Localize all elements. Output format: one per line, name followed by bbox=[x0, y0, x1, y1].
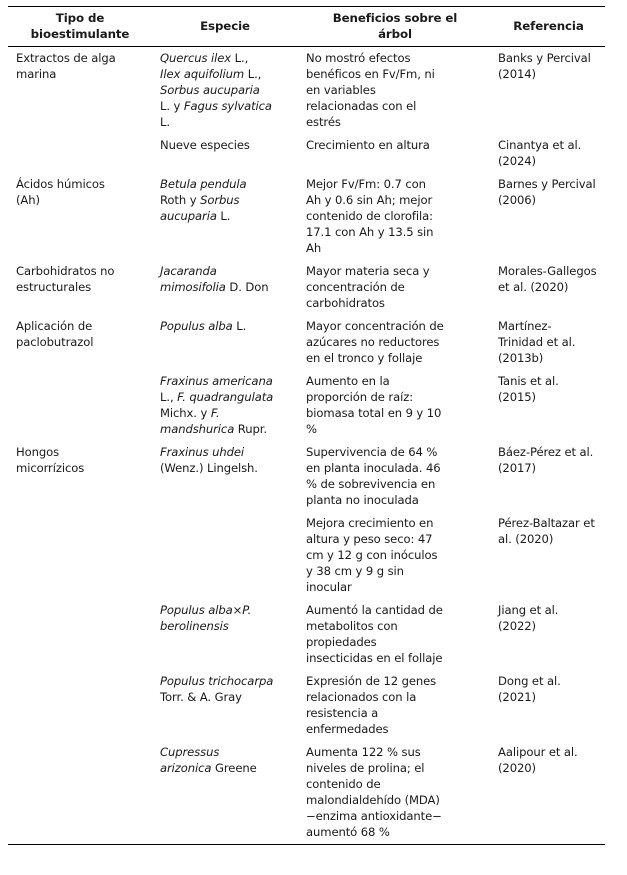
cell-beneficio-line: enfermedades bbox=[306, 722, 389, 736]
bioestimulantes-table bbox=[8, 6, 605, 845]
cell-referencia-line: (2014) bbox=[498, 67, 536, 81]
cell-referencia bbox=[492, 134, 605, 173]
species-text: L. bbox=[160, 115, 170, 129]
cell-beneficio-line: proporción de raíz: bbox=[306, 390, 414, 404]
document-table-container bbox=[8, 6, 605, 845]
cell-beneficio-line: aumentó 68 % bbox=[306, 825, 390, 839]
cell-beneficio-line: Mayor materia seca y bbox=[306, 264, 430, 278]
header-beneficios-line: Beneficios sobre el bbox=[332, 11, 458, 25]
cell-referencia-line: Jiang et al. bbox=[498, 603, 559, 617]
cell-tipo bbox=[8, 260, 152, 315]
species-text: Roth y bbox=[160, 193, 201, 207]
cell-especie bbox=[152, 173, 298, 260]
species-text: L. y bbox=[160, 99, 184, 113]
cell-referencia-line: Aalipour et al. bbox=[498, 745, 578, 759]
cell-referencia bbox=[492, 599, 605, 670]
species-text: Torr. & A. Gray bbox=[160, 690, 242, 704]
cell-tipo-line: Hongos bbox=[16, 445, 60, 459]
cell-beneficio-line: en el tronco y follaje bbox=[306, 351, 423, 365]
cell-especie bbox=[152, 441, 298, 512]
species-name-italic: Sorbus aucuparia bbox=[160, 83, 260, 97]
cell-beneficio-line: malondialdehído (MDA) bbox=[306, 793, 440, 807]
table-row bbox=[8, 315, 605, 370]
cell-referencia-line: al. (2020) bbox=[498, 532, 554, 546]
species-name-italic: F. quadrangulata bbox=[177, 390, 274, 404]
cell-referencia-line: (2021) bbox=[498, 690, 536, 704]
cell-beneficio-line: Crecimiento en altura bbox=[306, 138, 430, 152]
cell-beneficio-line: 17.1 con Ah y 13.5 sin bbox=[306, 225, 434, 239]
cell-tipo-line: estructurales bbox=[16, 280, 92, 294]
cell-beneficio-line: Aumentó la cantidad de bbox=[306, 603, 443, 617]
species-name-italic: arizonica bbox=[160, 761, 212, 775]
cell-referencia-line: Martínez- bbox=[498, 319, 552, 333]
cell-beneficio-line: % bbox=[306, 422, 317, 436]
cell-tipo-line: Ácidos húmicos bbox=[16, 177, 105, 191]
cell-tipo bbox=[8, 370, 152, 441]
cell-beneficio bbox=[298, 512, 492, 599]
cell-referencia-line: (2015) bbox=[498, 390, 536, 404]
table-row bbox=[8, 173, 605, 260]
cell-beneficio-line: carbohidratos bbox=[306, 296, 385, 310]
cell-referencia-line: (2006) bbox=[498, 193, 536, 207]
header-referencia bbox=[492, 7, 605, 47]
cell-beneficio-line: biomasa total en 9 y 10 bbox=[306, 406, 442, 420]
header-tipo-line: bioestimulante bbox=[30, 27, 130, 41]
species-text: L. bbox=[232, 319, 247, 333]
cell-referencia-line: Barnes y Percival bbox=[498, 177, 596, 191]
cell-tipo-line: paclobutrazol bbox=[16, 335, 94, 349]
species-name-italic: Sorbus bbox=[200, 193, 240, 207]
cell-tipo bbox=[8, 173, 152, 260]
header-referencia-line: Referencia bbox=[513, 19, 584, 33]
cell-tipo bbox=[8, 315, 152, 370]
species-text: D. Don bbox=[225, 280, 269, 294]
table-header-row bbox=[8, 7, 605, 47]
cell-especie bbox=[152, 315, 298, 370]
cell-beneficio-line: estrés bbox=[306, 115, 341, 129]
species-name-italic: Quercus ilex bbox=[160, 51, 232, 65]
cell-tipo-line: marina bbox=[16, 67, 57, 81]
species-text: Nueve especies bbox=[160, 138, 250, 152]
cell-beneficio-line: Mejora crecimiento en bbox=[306, 516, 434, 530]
species-name-italic: F. bbox=[210, 406, 220, 420]
cell-tipo bbox=[8, 512, 152, 599]
header-especie-line: Especie bbox=[200, 19, 250, 33]
cell-beneficio bbox=[298, 599, 492, 670]
species-name-italic: berolinensis bbox=[160, 619, 229, 633]
table-row bbox=[8, 370, 605, 441]
cell-beneficio bbox=[298, 370, 492, 441]
cell-tipo-line: Carbohidratos no bbox=[16, 264, 115, 278]
cell-beneficio-line: altura y peso seco: 47 bbox=[306, 532, 433, 546]
table-row bbox=[8, 670, 605, 741]
cell-referencia-line: Pérez-Baltazar et bbox=[498, 516, 595, 530]
cell-especie bbox=[152, 599, 298, 670]
cell-beneficio bbox=[298, 260, 492, 315]
cell-beneficio-line: niveles de prolina; el bbox=[306, 761, 425, 775]
cell-beneficio-line: propiedades bbox=[306, 635, 377, 649]
cell-tipo-line: Aplicación de bbox=[16, 319, 93, 333]
species-text: L. bbox=[216, 209, 231, 223]
cell-beneficio bbox=[298, 315, 492, 370]
cell-beneficio-line: Ah y 0.6 sin Ah; mejor bbox=[306, 193, 433, 207]
cell-beneficio-line: Ah bbox=[306, 241, 322, 255]
species-name-italic: Cupressus bbox=[160, 745, 220, 759]
cell-beneficio bbox=[298, 134, 492, 173]
table-row bbox=[8, 441, 605, 512]
cell-beneficio-line: Mayor concentración de bbox=[306, 319, 444, 333]
cell-beneficio-line: azúcares no reductores bbox=[306, 335, 440, 349]
cell-beneficio-line: Aumenta 122 % sus bbox=[306, 745, 421, 759]
cell-referencia bbox=[492, 173, 605, 260]
species-text: Rupr. bbox=[234, 422, 267, 436]
cell-referencia-line: Trinidad et al. bbox=[498, 335, 576, 349]
cell-tipo bbox=[8, 441, 152, 512]
species-name-italic: Populus alba×P. bbox=[160, 603, 252, 617]
table-row bbox=[8, 741, 605, 845]
cell-referencia-line: Morales-Gallegos bbox=[498, 264, 597, 278]
cell-referencia bbox=[492, 315, 605, 370]
cell-referencia-line: (2024) bbox=[498, 154, 536, 168]
cell-beneficio-line: Mejor Fv/Fm: 0.7 con bbox=[306, 177, 426, 191]
cell-especie bbox=[152, 370, 298, 441]
table-row bbox=[8, 134, 605, 173]
cell-beneficio-line: relacionados con la bbox=[306, 690, 417, 704]
cell-tipo-line: (Ah) bbox=[16, 193, 40, 207]
species-name-italic: Betula pendula bbox=[160, 177, 247, 191]
species-name-italic: Fraxinus americana bbox=[160, 374, 273, 388]
table-row bbox=[8, 599, 605, 670]
cell-beneficio-line: resistencia a bbox=[306, 706, 379, 720]
cell-beneficio-line: relacionadas con el bbox=[306, 99, 417, 113]
cell-referencia bbox=[492, 260, 605, 315]
cell-referencia bbox=[492, 47, 605, 135]
cell-referencia bbox=[492, 670, 605, 741]
species-name-italic: Fraxinus uhdei bbox=[160, 445, 245, 459]
cell-beneficio-line: % de sobrevivencia en bbox=[306, 477, 436, 491]
cell-beneficio-line: −enzima antioxidante− bbox=[306, 809, 442, 823]
cell-beneficio-line: insecticidas en el follaje bbox=[306, 651, 443, 665]
header-tipo-line: Tipo de bbox=[55, 11, 105, 25]
species-text: L., bbox=[244, 67, 262, 81]
cell-beneficio-line: cm y 12 g con inóculos bbox=[306, 548, 438, 562]
species-name-italic: mimosifolia bbox=[160, 280, 226, 294]
cell-beneficio-line: concentración de bbox=[306, 280, 405, 294]
cell-tipo-line: micorrízicos bbox=[16, 461, 85, 475]
cell-referencia-line: (2022) bbox=[498, 619, 536, 633]
cell-beneficio-line: Expresión de 12 genes bbox=[306, 674, 437, 688]
cell-referencia-line: Báez-Pérez et al. bbox=[498, 445, 594, 459]
cell-beneficio-line: planta no inoculada bbox=[306, 493, 419, 507]
cell-beneficio bbox=[298, 173, 492, 260]
species-text: (Wenz.) Lingelsh. bbox=[160, 461, 258, 475]
header-especie bbox=[152, 7, 298, 47]
cell-especie bbox=[152, 260, 298, 315]
cell-beneficio-line: contenido de bbox=[306, 777, 381, 791]
species-text: L., bbox=[231, 51, 249, 65]
species-name-italic: Ilex aquifolium bbox=[160, 67, 245, 81]
cell-referencia bbox=[492, 370, 605, 441]
cell-beneficio-line: en variables bbox=[306, 83, 376, 97]
cell-beneficio-line: metabolitos con bbox=[306, 619, 398, 633]
cell-beneficio bbox=[298, 670, 492, 741]
header-beneficios-line: árbol bbox=[378, 27, 412, 41]
cell-especie bbox=[152, 670, 298, 741]
cell-especie bbox=[152, 47, 298, 135]
table-row bbox=[8, 512, 605, 599]
cell-referencia-line: (2013b) bbox=[498, 351, 544, 365]
cell-referencia bbox=[492, 441, 605, 512]
cell-beneficio bbox=[298, 47, 492, 135]
cell-beneficio bbox=[298, 441, 492, 512]
cell-tipo bbox=[8, 134, 152, 173]
cell-referencia bbox=[492, 741, 605, 845]
cell-beneficio-line: inocular bbox=[306, 580, 352, 594]
cell-beneficio-line: No mostró efectos bbox=[306, 51, 411, 65]
species-name-italic: Fagus sylvatica bbox=[183, 99, 272, 113]
species-text: L., bbox=[160, 390, 178, 404]
species-name-italic: Populus trichocarpa bbox=[160, 674, 274, 688]
cell-referencia-line: et al. (2020) bbox=[498, 280, 569, 294]
cell-especie bbox=[152, 512, 298, 599]
cell-especie bbox=[152, 134, 298, 173]
cell-referencia-line: Banks y Percival bbox=[498, 51, 591, 65]
species-name-italic: aucuparia bbox=[160, 209, 217, 223]
cell-beneficio bbox=[298, 741, 492, 845]
species-text: Michx. y bbox=[160, 406, 211, 420]
cell-referencia-line: Tanis et al. bbox=[498, 374, 559, 388]
cell-referencia-line: Cinantya et al. bbox=[498, 138, 582, 152]
cell-tipo bbox=[8, 47, 152, 135]
cell-tipo bbox=[8, 599, 152, 670]
species-name-italic: mandshurica bbox=[160, 422, 235, 436]
header-beneficios bbox=[298, 7, 492, 47]
cell-beneficio-line: en planta inoculada. 46 bbox=[306, 461, 441, 475]
species-name-italic: Jacaranda bbox=[160, 264, 217, 278]
table-body bbox=[8, 47, 605, 845]
cell-tipo-line: Extractos de alga bbox=[16, 51, 116, 65]
table-row bbox=[8, 260, 605, 315]
cell-beneficio-line: Supervivencia de 64 % bbox=[306, 445, 438, 459]
cell-referencia-line: (2017) bbox=[498, 461, 536, 475]
species-text: Greene bbox=[211, 761, 257, 775]
cell-referencia bbox=[492, 512, 605, 599]
cell-beneficio-line: contenido de clorofila: bbox=[306, 209, 433, 223]
cell-especie bbox=[152, 741, 298, 845]
header-tipo bbox=[8, 7, 152, 47]
cell-beneficio-line: benéficos en Fv/Fm, ni bbox=[306, 67, 435, 81]
cell-beneficio-line: y 38 cm y 9 g sin bbox=[306, 564, 404, 578]
cell-tipo bbox=[8, 670, 152, 741]
cell-tipo bbox=[8, 741, 152, 845]
cell-referencia-line: Dong et al. bbox=[498, 674, 561, 688]
species-name-italic: Populus alba bbox=[160, 319, 233, 333]
cell-beneficio-line: Aumento en la bbox=[306, 374, 390, 388]
cell-referencia-line: (2020) bbox=[498, 761, 536, 775]
table-row bbox=[8, 47, 605, 135]
